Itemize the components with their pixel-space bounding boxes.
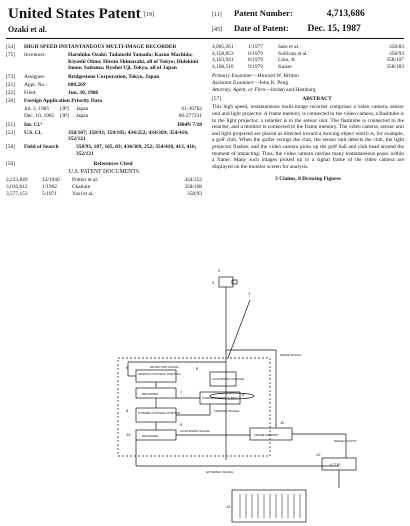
abstract-text: This high speed, instantaneous multi-image recorder comprises a video camera, sensor unit and light projector. A frame memory is connected to the video camera, a flashtube is to the light projector, a retarder is to the sensor unit. The flashtube is connected to the retarder, and a monitor is connected to the frame memory. The video camera, sensor unit and light projected are placed as directed toward a moving object which is, for example, a golf club. When the golfer swings the club, the sensor unit detects the club, the light projector flashes, and the video camera picks up the golf ball and club head around the moment of impacting. Thus, the video camera catches many instantaneous poses within a frame. Many such images picked up in a signal frame of the video camera are displayed on the monitor screen for analysis. [212, 104, 404, 170]
label-11: 11 [280, 420, 285, 425]
patent-number-label: Patent Number: [234, 8, 293, 18]
strobe-control-label: STROBE CONTROL PORTION [138, 411, 181, 415]
patent-title: United States Patent [19] [8, 6, 155, 22]
vtr-label: V T R [330, 462, 341, 467]
reference-row: 4,163,941 8/1979 Linn, Jr. 358/107 [212, 57, 404, 64]
us-cl: 358/107; 358/93; 358/105; 434/252; 434/369; 354/416; 352/121 [68, 129, 189, 143]
retarder-b-label: RETARDER [142, 434, 159, 438]
invention-title: HIGH SPEED INSTANTANEOUS MULTI-IMAGE RECORDER [24, 44, 177, 50]
right-column: 4,005,261 1/1977 Sato et al. 358/83 4,158,853 6/1979 Sullivan et al. 358/93 4,163,941 8/1979 Linn, Jr. 358/107 4,168,510 9/1979 Kaiser 358/183 Primary Examiner—Howard W. Britton Assistant Examiner—John K. Peng Attorney, Agent, or Firm—Jordan and Hamburg [57] ABSTRACT This high speed, instantaneous multi-image recorder comprises a video camera, sensor unit and light projector. A frame memory is connected to the video camera, a flashtube is to the light projector, a retarder is to the sensor unit. The flashtube is connected to the retarder, and a monitor is connected to the frame memory. The video camera, sensor unit and light projected are placed as directed toward a moving object which is, for example, a golf club. When the golfer swings the club, the sensor unit detects the club, the light projector flashes, and the video camera picks up the golf ball and club head around the moment of impacting. Thus, the video camera catches many instantaneous poses within a frame. Many such images picked up in a signal frame of the video camera are displayed on the monitor screen for analysis. 3 Claims, 8 Drawing Figures [212, 44, 404, 183]
reference-row: 4,005,261 1/1977 Sato et al. 358/83 [212, 44, 404, 50]
us-docs-heading: U.S. PATENT DOCUMENTS [68, 168, 140, 175]
label-7: 7 [180, 390, 183, 395]
assignee: Bridgestone Corporation, Tokyo, Japan [68, 73, 160, 80]
reference-row: 4,158,853 6/1979 Sullivan et al. 358/93 [212, 50, 404, 57]
reference-row: 3,016,812 1/1962 Chatlain 358/108 [6, 184, 202, 191]
patent-number: 4,713,686 [326, 9, 365, 19]
filed: Jun. 30, 1986 [68, 89, 99, 96]
label-10: 10 [126, 432, 131, 437]
claims-summary: 3 Claims, 8 Drawing Figures [275, 176, 341, 183]
priority-row: Dec. 10, 1985 [JP] Japan 60-277331 [24, 112, 202, 119]
date-label: Date of Patent: [234, 23, 289, 33]
label-3: 3 [212, 280, 215, 285]
external-signal-label: EXTERNAL SIGNAL [206, 470, 234, 474]
detection-signal-label: DETECTION SIGNAL [150, 365, 180, 369]
lightening-signal-label: LIGHTENING SIGNAL [180, 429, 211, 433]
patent-date: Dec. 15, 1987 [307, 24, 361, 34]
left-column: [54] HIGH SPEED INSTANTANEOUS MULTI-IMAGE RECORDER [75] Inventors: Haruhiko Ozaki; Tadatoshi Yamada; Kazuo Machida; Kiyoshi Ohno; Hiroto Shimazaki, all of Tokyo; Hidekimi Inoue, Saitama; Ryohei Uji, Tokyo, all of Japan [73] Assignee: Bridgestone Corporation, Tokyo, Japan [21] Appl. No.: 880,269 [22] Filed: Jun. 30, 1986 [30] Foreign Application Priority Data Jul. 2, 1985 [JP] Japan 61-36762 Dec. 10, 1985 [JP] Japan 60-277331 [51] Int. Cl.⁴ H04N 7/18 [52] U.S. Cl. 358/107; 358/93; 358/105; 434/252; 434/369; 354/416; 352/121 [58] Field of Search 358/93, 107, 105, 83; 434/369, 252; 354/410, 413, 416; 352/121 [56] References Cited U.S. PATENT DOCUMENTS 2,223,849 12/1940 Pottier et al. 434/252 3,016,812 1/1962 Chatlain 358/108 3,577,153 5/1971 Yaxi et al. 358/93 [6, 44, 202, 197]
trigger-signal-label: TRIGGER SIGNAL [214, 409, 240, 413]
abstract-heading: ABSTRACT [302, 96, 332, 103]
image-output-label: IMAGE OUTPUT [334, 439, 357, 443]
reference-row: 3,577,153 5/1971 Yaxi et al. 358/93 [6, 190, 202, 197]
monitor-shape [232, 490, 306, 522]
label-6: 6 [126, 365, 129, 370]
label-1: 1 [248, 291, 251, 296]
int-cl: H04N 7/18 [177, 121, 202, 128]
assistant-examiner: Assistant Examiner—John K. Peng [212, 79, 289, 86]
image-signal-label: IMAGE SIGNAL [280, 353, 302, 357]
retarder-a-label: RETARDER [142, 392, 159, 396]
priority-heading: Foreign Application Priority Data [24, 98, 102, 105]
reference-row: 4,168,510 9/1979 Kaiser 358/183 [212, 63, 404, 70]
club-shaft-shape [228, 300, 250, 358]
references-heading: References Cited [93, 160, 133, 167]
attorney: Attorney, Agent, or Firm—Jordan and Hamburg [212, 86, 316, 93]
label-5: 5 [196, 366, 199, 371]
strobe-power-label: STROBE POWER SUPPLY [202, 396, 239, 400]
lightning-source-label: LIGHTENING SOURCE [212, 377, 245, 381]
frame-memory-label: FRAME MEMORY [254, 433, 279, 437]
patent-meta: [11] Patent Number: 4,713,686 [45] Date of Patent: Dec. 15, 1987 [212, 8, 365, 34]
label-13: 13 [226, 504, 231, 509]
inventors: Haruhiko Ozaki; Tadatoshi Yamada; Kazuo Machida; Kiyoshi Ohno; Hiroto Shimazaki, all of Tokyo; Hidekimi Inoue, Saitama; Ryohei Uji, Tokyo, all of Japan [68, 52, 199, 72]
label-2: 2 [218, 268, 221, 273]
appl-no: 880,269 [68, 81, 86, 88]
label-12: 12 [316, 452, 321, 457]
label-4: 4 [242, 392, 245, 397]
label-9: 9 [180, 422, 183, 427]
examiner: Primary Examiner—Howard W. Britton [212, 73, 299, 80]
priority-row: Jul. 2, 1985 [JP] Japan 61-36762 [24, 106, 202, 113]
field-of-search: 358/93, 107, 105, 83; 434/369, 252; 354/410, 413, 416; 352/121 [76, 144, 197, 158]
label-8: 8 [126, 408, 129, 413]
video-camera-shape [219, 277, 233, 287]
sensor-control-label: SENSOR CONTROL PORTION [138, 372, 181, 376]
inventor-short: Ozaki et al. [8, 25, 47, 34]
reference-row: 2,223,849 12/1940 Pottier et al. 434/252 [6, 177, 202, 184]
monitor-screen-lines [240, 494, 300, 518]
title-code: [19] [143, 11, 155, 18]
